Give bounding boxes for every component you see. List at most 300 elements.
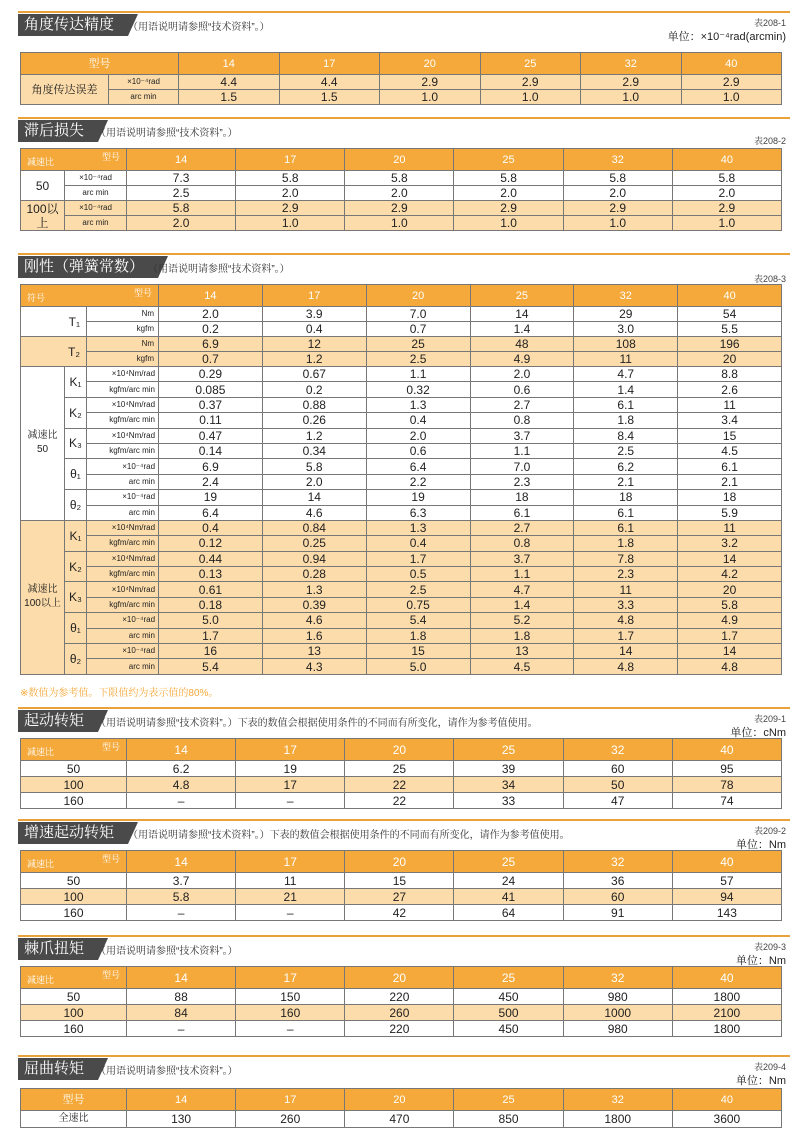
table-number: 表208-3 — [753, 274, 786, 284]
value-cell: 1800 — [672, 989, 781, 1005]
ratio-cell: 160 — [21, 793, 127, 809]
section-note: （用语说明请参照“技术资料”。） — [96, 1066, 238, 1077]
unit-cell: kgfm/arc min — [87, 536, 159, 551]
value-cell: 1.1 — [366, 367, 470, 382]
symbol-cell: T₁ — [21, 307, 87, 337]
corner-ratio-label: 减速比 — [27, 975, 55, 985]
value-cell: 2.9 — [672, 201, 781, 216]
value-cell: 2.3 — [470, 474, 574, 489]
value-cell: 4.8 — [678, 659, 782, 674]
value-cell: 64 — [454, 905, 563, 921]
value-cell: 0.5 — [366, 567, 470, 582]
table-row — [21, 659, 782, 674]
section-angle — [0, 14, 800, 104]
value-cell: 2.5 — [366, 582, 470, 597]
value-cell: 2.0 — [345, 186, 454, 201]
header-model: 型号 — [21, 53, 179, 75]
header-corner — [21, 285, 159, 307]
table-number: 表209-4 — [753, 1062, 786, 1072]
value-cell: 11 — [574, 352, 678, 367]
symbol-cell: K₂ — [65, 551, 87, 582]
value-cell: – — [236, 1021, 345, 1037]
header-cell: 14 — [127, 967, 236, 989]
table-row — [21, 201, 782, 216]
value-cell: 2.9 — [236, 201, 345, 216]
header-cell: 40 — [678, 285, 782, 307]
header-cell: 40 — [672, 1089, 781, 1111]
unit-cell: ×10⁴Nm/rad — [87, 520, 159, 535]
unit-cell: ×10⁻⁴rad — [87, 459, 159, 474]
value-cell: 4.8 — [574, 613, 678, 628]
value-cell: 4.8 — [127, 777, 236, 793]
value-cell: 1.0 — [581, 90, 682, 105]
value-cell: 0.84 — [262, 520, 366, 535]
table-number: 表208-1 — [753, 18, 786, 28]
corner-model-label: 型号 — [101, 152, 120, 162]
unit-label: 单位：Nm — [735, 839, 786, 851]
header-cell: 32 — [563, 149, 672, 171]
unit-cell: ×10⁻⁴rad — [87, 613, 159, 628]
table-row — [21, 1005, 782, 1021]
value-cell: 4.3 — [262, 659, 366, 674]
hysteresis-table — [20, 148, 782, 231]
value-cell: 6.1 — [574, 397, 678, 412]
value-cell: 14 — [574, 644, 678, 659]
symbol-cell: θ₁ — [65, 613, 87, 644]
value-cell: 108 — [574, 337, 678, 352]
value-cell: 11 — [678, 397, 782, 412]
table-row — [21, 873, 782, 889]
header-cell: 25 — [454, 851, 563, 873]
value-cell: 14 — [262, 490, 366, 505]
value-cell: 1.0 — [681, 90, 782, 105]
table-row — [21, 352, 782, 367]
value-cell: 3.7 — [470, 551, 574, 566]
value-cell: 3.2 — [678, 536, 782, 551]
value-cell: – — [127, 1021, 236, 1037]
value-cell: 1.0 — [454, 216, 563, 231]
ratio-cell: 减速比 100以上 — [21, 520, 65, 674]
value-cell: 15 — [345, 873, 454, 889]
value-cell: 0.39 — [262, 597, 366, 612]
unit-cell: ×10⁴Nm/rad — [87, 428, 159, 443]
corner-ratio-label: 减速比 — [27, 859, 55, 869]
value-cell: 450 — [454, 1021, 563, 1037]
value-cell: 2.0 — [262, 474, 366, 489]
ratio-cell: 100 — [21, 777, 127, 793]
table-row — [21, 989, 782, 1005]
table-row — [21, 761, 782, 777]
table-row — [21, 90, 782, 105]
table-number: 表209-3 — [753, 942, 786, 952]
value-cell: 2.2 — [366, 474, 470, 489]
value-cell: 1.7 — [678, 628, 782, 643]
table-row — [21, 644, 782, 659]
ratio-cell: 50 — [21, 873, 127, 889]
section-note: （用语说明请参照“技术资料”。） — [96, 128, 238, 139]
symbol-cell: T₂ — [21, 337, 87, 367]
unit-cell: ×10⁴Nm/rad — [87, 582, 159, 597]
header-cell: 25 — [480, 53, 581, 75]
divider — [18, 11, 790, 13]
section-ratcheting — [0, 938, 800, 1036]
section-hysteresis — [0, 120, 800, 230]
header-cell: 20 — [345, 1089, 454, 1111]
table-row — [21, 216, 782, 231]
value-cell: 6.4 — [366, 459, 470, 474]
value-cell: 4.4 — [179, 75, 280, 90]
header-cell: 32 — [563, 851, 672, 873]
value-cell: 2.0 — [236, 186, 345, 201]
value-cell: 5.8 — [563, 171, 672, 186]
header-cell: 14 — [127, 149, 236, 171]
unit-cell: kgfm — [87, 352, 159, 367]
unit-cell: arc min — [65, 216, 127, 231]
ratio-cell: 100 — [21, 1005, 127, 1021]
value-cell: 2.0 — [159, 307, 263, 322]
table-row — [21, 505, 782, 520]
value-cell: 2.9 — [454, 201, 563, 216]
value-cell: 2.0 — [454, 186, 563, 201]
unit-cell: arc min — [87, 628, 159, 643]
value-cell: 5.8 — [678, 597, 782, 612]
section-title: 滞后损失 — [18, 120, 98, 142]
ratio-cell: 100以上 — [21, 201, 65, 231]
table-row — [21, 459, 782, 474]
unit-label: 单位：×10⁻⁴rad(arcmin) — [667, 31, 786, 43]
value-cell: 13 — [470, 644, 574, 659]
table-row — [21, 551, 782, 566]
value-cell: 196 — [678, 337, 782, 352]
unit-cell: ×10⁻⁴rad — [65, 171, 127, 186]
value-cell: 1800 — [563, 1111, 672, 1128]
value-cell: 2.7 — [470, 520, 574, 535]
value-cell: 22 — [345, 793, 454, 809]
value-cell: 3.7 — [127, 873, 236, 889]
value-cell: 0.11 — [159, 413, 263, 428]
header-cell: 32 — [563, 739, 672, 761]
value-cell: 2.9 — [581, 75, 682, 90]
value-cell: 1.8 — [574, 413, 678, 428]
value-cell: 1.7 — [366, 551, 470, 566]
value-cell: 6.2 — [574, 459, 678, 474]
value-cell: 6.2 — [127, 761, 236, 777]
header-cell: 17 — [236, 739, 345, 761]
value-cell: 1.7 — [159, 628, 263, 643]
table-number: 表208-2 — [753, 136, 786, 146]
value-cell: 19 — [236, 761, 345, 777]
value-cell: 27 — [345, 889, 454, 905]
value-cell: 0.88 — [262, 397, 366, 412]
value-cell: 57 — [672, 873, 781, 889]
value-cell: 0.4 — [159, 520, 263, 535]
value-cell: 0.29 — [159, 367, 263, 382]
unit-cell: ×10⁴Nm/rad — [87, 551, 159, 566]
unit-cell: arc min — [109, 90, 179, 105]
unit-cell: kgfm/arc min — [87, 567, 159, 582]
table-row — [21, 443, 782, 458]
value-cell: 1.8 — [574, 536, 678, 551]
value-cell: 60 — [563, 889, 672, 905]
section-rigidity — [0, 256, 800, 699]
value-cell: 3.7 — [470, 428, 574, 443]
value-cell: 34 — [454, 777, 563, 793]
value-cell: 20 — [678, 352, 782, 367]
value-cell: 2.0 — [672, 186, 781, 201]
value-cell: 18 — [470, 490, 574, 505]
table-row — [21, 322, 782, 337]
value-cell: 17 — [236, 777, 345, 793]
value-cell: 6.1 — [470, 505, 574, 520]
corner-symbol-label: 符号 — [27, 293, 46, 303]
value-cell: 47 — [563, 793, 672, 809]
value-cell: 3600 — [672, 1111, 781, 1128]
header-cell: 25 — [454, 149, 563, 171]
value-cell: 6.3 — [366, 505, 470, 520]
value-cell: 150 — [236, 989, 345, 1005]
value-cell: 1.0 — [236, 216, 345, 231]
corner-ratio-label: 减速比 — [27, 747, 55, 757]
value-cell: 1.1 — [470, 567, 574, 582]
value-cell: 0.4 — [366, 413, 470, 428]
value-cell: 5.8 — [262, 459, 366, 474]
ratio-cell: 100 — [21, 889, 127, 905]
table-row — [21, 793, 782, 809]
section-note: （用语说明请参照“技术资料”。） — [96, 946, 238, 957]
ratcheting-table — [20, 966, 782, 1037]
value-cell: 450 — [454, 989, 563, 1005]
value-cell: 50 — [563, 777, 672, 793]
value-cell: 1.2 — [262, 352, 366, 367]
value-cell: 4.4 — [279, 75, 380, 90]
value-cell: 3.4 — [678, 413, 782, 428]
value-cell: 78 — [672, 777, 781, 793]
symbol-cell: K₁ — [65, 367, 87, 398]
value-cell: 160 — [236, 1005, 345, 1021]
value-cell: 4.6 — [262, 613, 366, 628]
header-cell: 14 — [179, 53, 280, 75]
value-cell: 500 — [454, 1005, 563, 1021]
value-cell: 4.8 — [574, 659, 678, 674]
value-cell: 74 — [672, 793, 781, 809]
rigidity-table — [20, 284, 782, 675]
value-cell: 2.6 — [678, 382, 782, 397]
value-cell: 1.8 — [366, 628, 470, 643]
value-cell: 8.8 — [678, 367, 782, 382]
table-row — [21, 490, 782, 505]
table-row — [21, 582, 782, 597]
value-cell: 2.5 — [366, 352, 470, 367]
unit-label: 单位：cNm — [730, 727, 786, 739]
value-cell: 22 — [345, 777, 454, 793]
value-cell: 2.0 — [563, 186, 672, 201]
section-buckling — [0, 1058, 800, 1126]
value-cell: 6.1 — [678, 459, 782, 474]
section-title: 屈曲转矩 — [18, 1058, 98, 1080]
unit-cell: arc min — [87, 474, 159, 489]
value-cell: 88 — [127, 989, 236, 1005]
angle-table — [20, 52, 782, 105]
ratio-cell: 160 — [21, 1021, 127, 1037]
value-cell: 4.5 — [678, 443, 782, 458]
table-row — [21, 428, 782, 443]
row-label: 全速比 — [21, 1111, 127, 1128]
value-cell: 5.8 — [127, 889, 236, 905]
symbol-cell: θ₂ — [65, 644, 87, 675]
symbol-cell: θ₁ — [65, 459, 87, 490]
value-cell: 850 — [454, 1111, 563, 1128]
value-cell: 0.6 — [470, 382, 574, 397]
value-cell: 2.0 — [127, 216, 236, 231]
value-cell: 5.4 — [159, 659, 263, 674]
value-cell: 29 — [574, 307, 678, 322]
table-row — [21, 905, 782, 921]
value-cell: 5.8 — [345, 171, 454, 186]
value-cell: 15 — [366, 644, 470, 659]
unit-cell: ×10⁻⁴rad — [87, 644, 159, 659]
unit-cell: arc min — [65, 186, 127, 201]
header-cell: 17 — [236, 851, 345, 873]
value-cell: 0.26 — [262, 413, 366, 428]
starting-table — [20, 738, 782, 809]
header-cell: 32 — [563, 1089, 672, 1111]
header-cell: 25 — [454, 1089, 563, 1111]
value-cell: 0.37 — [159, 397, 263, 412]
symbol-cell: K₃ — [65, 428, 87, 459]
value-cell: 14 — [470, 307, 574, 322]
value-cell: 2.1 — [678, 474, 782, 489]
header-cell: 40 — [672, 149, 781, 171]
value-cell: 5.9 — [678, 505, 782, 520]
value-cell: 1.3 — [366, 520, 470, 535]
header-cell: 25 — [454, 739, 563, 761]
header-corner — [21, 739, 127, 761]
value-cell: 1.5 — [279, 90, 380, 105]
value-cell: 1.0 — [563, 216, 672, 231]
value-cell: 3.0 — [574, 322, 678, 337]
header-cell: 20 — [345, 851, 454, 873]
value-cell: 14 — [678, 551, 782, 566]
table-row — [21, 777, 782, 793]
value-cell: 4.5 — [470, 659, 574, 674]
value-cell: 2.7 — [470, 397, 574, 412]
value-cell: 2.5 — [127, 186, 236, 201]
unit-cell: kgfm — [87, 322, 159, 337]
header-cell: 17 — [262, 285, 366, 307]
table-row — [21, 889, 782, 905]
section-note: （用语说明请参照“技术资料”。）下表的数值会根据使用条件的不同而有所变化，请作为参考值使用。 — [128, 830, 570, 841]
value-cell: 15 — [678, 428, 782, 443]
value-cell: 11 — [678, 520, 782, 535]
value-cell: 980 — [563, 1021, 672, 1037]
ratio-cell: 减速比 50 — [21, 367, 65, 521]
header-cell: 40 — [672, 739, 781, 761]
value-cell: 16 — [159, 644, 263, 659]
table-row — [21, 75, 782, 90]
header-cell: 14 — [127, 739, 236, 761]
value-cell: 1.6 — [262, 628, 366, 643]
unit-cell: ×10⁴Nm/rad — [87, 397, 159, 412]
table-row — [21, 382, 782, 397]
table-row — [21, 307, 782, 322]
value-cell: 4.2 — [678, 567, 782, 582]
section-note: （用语说明请参照“技术资料”。） — [128, 22, 270, 33]
value-cell: 1000 — [563, 1005, 672, 1021]
value-cell: 2.9 — [681, 75, 782, 90]
value-cell: 0.8 — [470, 536, 574, 551]
header-cell: 20 — [345, 149, 454, 171]
value-cell: 0.67 — [262, 367, 366, 382]
value-cell: 42 — [345, 905, 454, 921]
value-cell: 3.9 — [262, 307, 366, 322]
value-cell: 1.2 — [262, 428, 366, 443]
section-backdrive — [0, 822, 800, 920]
symbol-cell: K₁ — [65, 520, 87, 551]
unit-label: 单位：Nm — [735, 1075, 786, 1087]
value-cell: 260 — [236, 1111, 345, 1128]
value-cell: 2.1 — [574, 474, 678, 489]
table-row — [21, 171, 782, 186]
section-starting — [0, 710, 800, 808]
value-cell: 41 — [454, 889, 563, 905]
unit-cell: kgfm/arc min — [87, 443, 159, 458]
value-cell: 6.1 — [574, 505, 678, 520]
table-number: 表209-1 — [753, 714, 786, 724]
value-cell: 5.8 — [672, 171, 781, 186]
unit-cell: ×10⁻⁴rad — [109, 75, 179, 90]
value-cell: 0.7 — [159, 352, 263, 367]
value-cell: 5.8 — [454, 171, 563, 186]
header-cell: 40 — [672, 967, 781, 989]
value-cell: 54 — [678, 307, 782, 322]
value-cell: 1.0 — [672, 216, 781, 231]
value-cell: 3.3 — [574, 597, 678, 612]
unit-cell: ×10⁻⁴rad — [87, 490, 159, 505]
value-cell: 4.9 — [678, 613, 782, 628]
value-cell: 1.0 — [480, 90, 581, 105]
header-cell: 17 — [236, 149, 345, 171]
value-cell: 1.3 — [262, 582, 366, 597]
header-cell: 20 — [366, 285, 470, 307]
header-cell: 17 — [279, 53, 380, 75]
value-cell: 2.9 — [480, 75, 581, 90]
value-cell: 2.4 — [159, 474, 263, 489]
header-cell: 40 — [672, 851, 781, 873]
value-cell: 2.3 — [574, 567, 678, 582]
divider — [18, 253, 790, 255]
value-cell: 0.085 — [159, 382, 263, 397]
value-cell: 0.12 — [159, 536, 263, 551]
backdrive-table — [20, 850, 782, 921]
value-cell: 94 — [672, 889, 781, 905]
table-row — [21, 397, 782, 412]
value-cell: 25 — [345, 761, 454, 777]
value-cell: 5.2 — [470, 613, 574, 628]
value-cell: 5.8 — [236, 171, 345, 186]
value-cell: 60 — [563, 761, 672, 777]
value-cell: 36 — [563, 873, 672, 889]
header-cell: 20 — [345, 967, 454, 989]
value-cell: 6.4 — [159, 505, 263, 520]
value-cell: 84 — [127, 1005, 236, 1021]
value-cell: 24 — [454, 873, 563, 889]
ratio-cell: 50 — [21, 171, 65, 201]
header-cell: 25 — [454, 967, 563, 989]
value-cell: 0.94 — [262, 551, 366, 566]
table-row — [21, 613, 782, 628]
table-row — [21, 520, 782, 535]
header-corner — [21, 967, 127, 989]
